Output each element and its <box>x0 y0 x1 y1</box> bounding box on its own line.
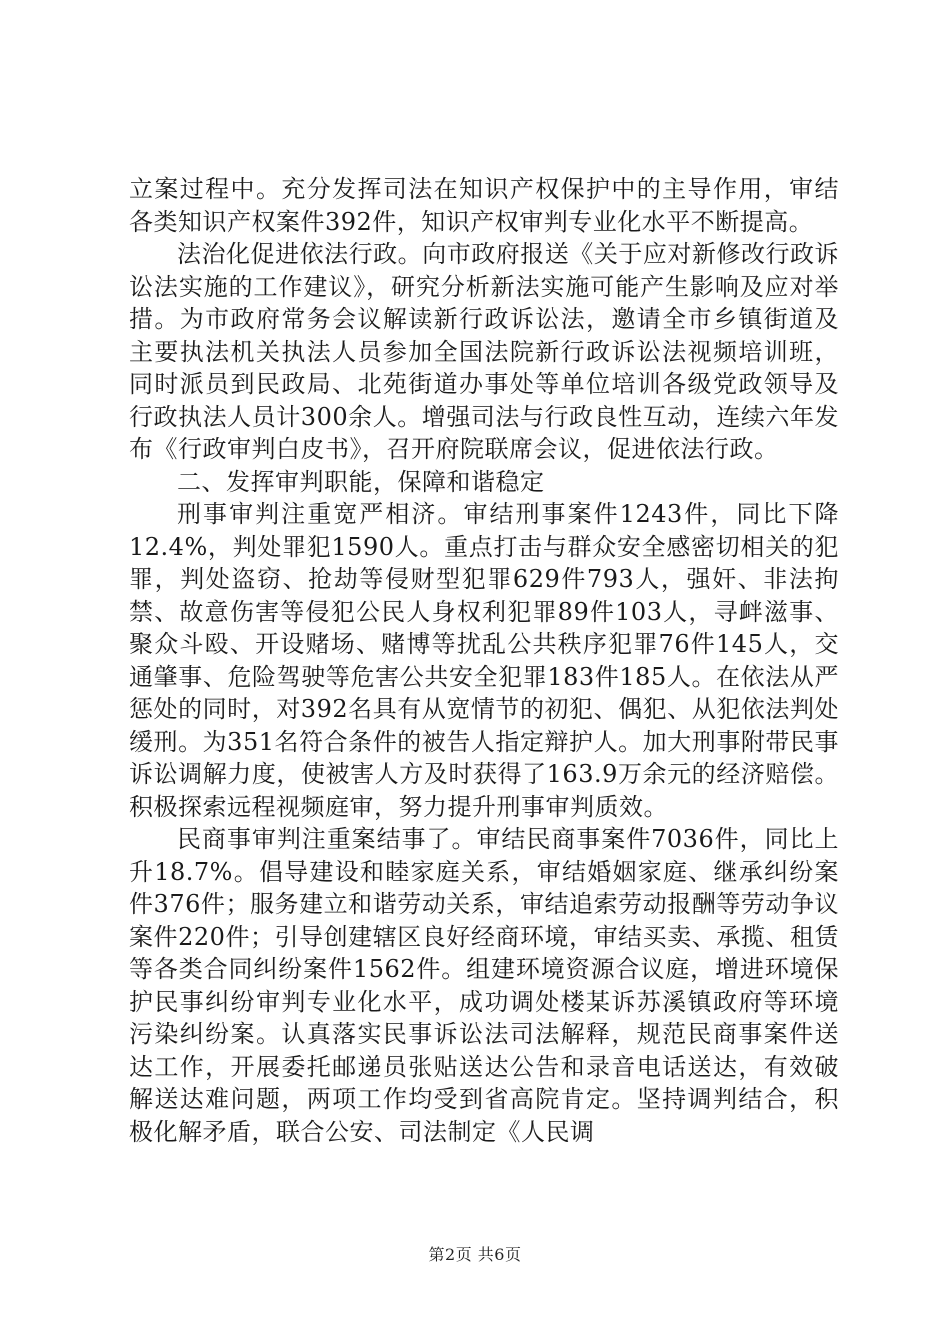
paragraph-criminal-trials: 刑事审判注重宽严相济。审结刑事案件1243件，同比下降12.4%，判处罪犯1590人。重点打击与群众安全感密切相关的犯罪，判处盗窃、抢劫等侵财型犯罪629件793人，强奸、非法拘禁、故意伤害等侵犯公民人身权利犯罪89件103人，寻衅滋事、聚众斗殴、开设赌场、赌博等扰乱公共秩序犯罪76件145人，交通肇事、危险驾驶等危害公共安全犯罪183件185人。在依法从严惩处的同时，对392名具有从宽情节的初犯、偶犯、从犯依法判处缓刑。为351名符合条件的被告人指定辩护人。加大刑事附带民事诉讼调解力度，使被害人方及时获得了163.9万余元的经济赔偿。积极探索远程视频庭审，努力提升刑事审判质效。 <box>129 500 839 821</box>
paragraph-ip-cases: 立案过程中。充分发挥司法在知识产权保护中的主导作用，审结各类知识产权案件392件，知识产权审判专业化水平不断提高。 <box>129 175 839 236</box>
document-body <box>129 173 839 1148</box>
page-footer: 第2页 共6页 <box>428 1245 522 1264</box>
paragraph-civil-commercial-trials: 民商事审判注重案结事了。审结民商事案件7036件，同比上升18.7%。倡导建设和睦家庭关系，审结婚姻家庭、继承纠纷案件376件；服务建立和谐劳动关系，审结追索劳动报酬等劳动争议案件220件；引导创建辖区良好经商环境，审结买卖、承揽、租赁等各类合同纠纷案件1562件。组建环境资源合议庭，增进环境保护民事纠纷审判专业化水平，成功调处楼某诉苏溪镇政府等环境污染纠纷案。认真落实民事诉讼法司法解释，规范民商事案件送达工作，开展委托邮递员张贴送达公告和录音电话送达，有效破解送达难问题，两项工作均受到省高院肯定。坚持调判结合，积极化解矛盾，联合公安、司法制定《人民调 <box>129 825 839 1146</box>
section-heading: 二、发挥审判职能，保障和谐稳定 <box>177 467 545 496</box>
paragraph-administrative-law: 法治化促进依法行政。向市政府报送《关于应对新修改行政诉讼法实施的工作建议》，研究分析新法实施可能产生影响及应对举措。为市政府常务会议解读新行政诉讼法，邀请全市乡镇街道及主要执法机关执法人员参加全国法院新行政诉讼法视频培训班，同时派员到民政局、北苑街道办事处等单位培训各级党政领导及行政执法人员计300余人。增强司法与行政良性互动，连续六年发布《行政审判白皮书》，召开府院联席会议，促进依法行政。 <box>129 240 839 463</box>
